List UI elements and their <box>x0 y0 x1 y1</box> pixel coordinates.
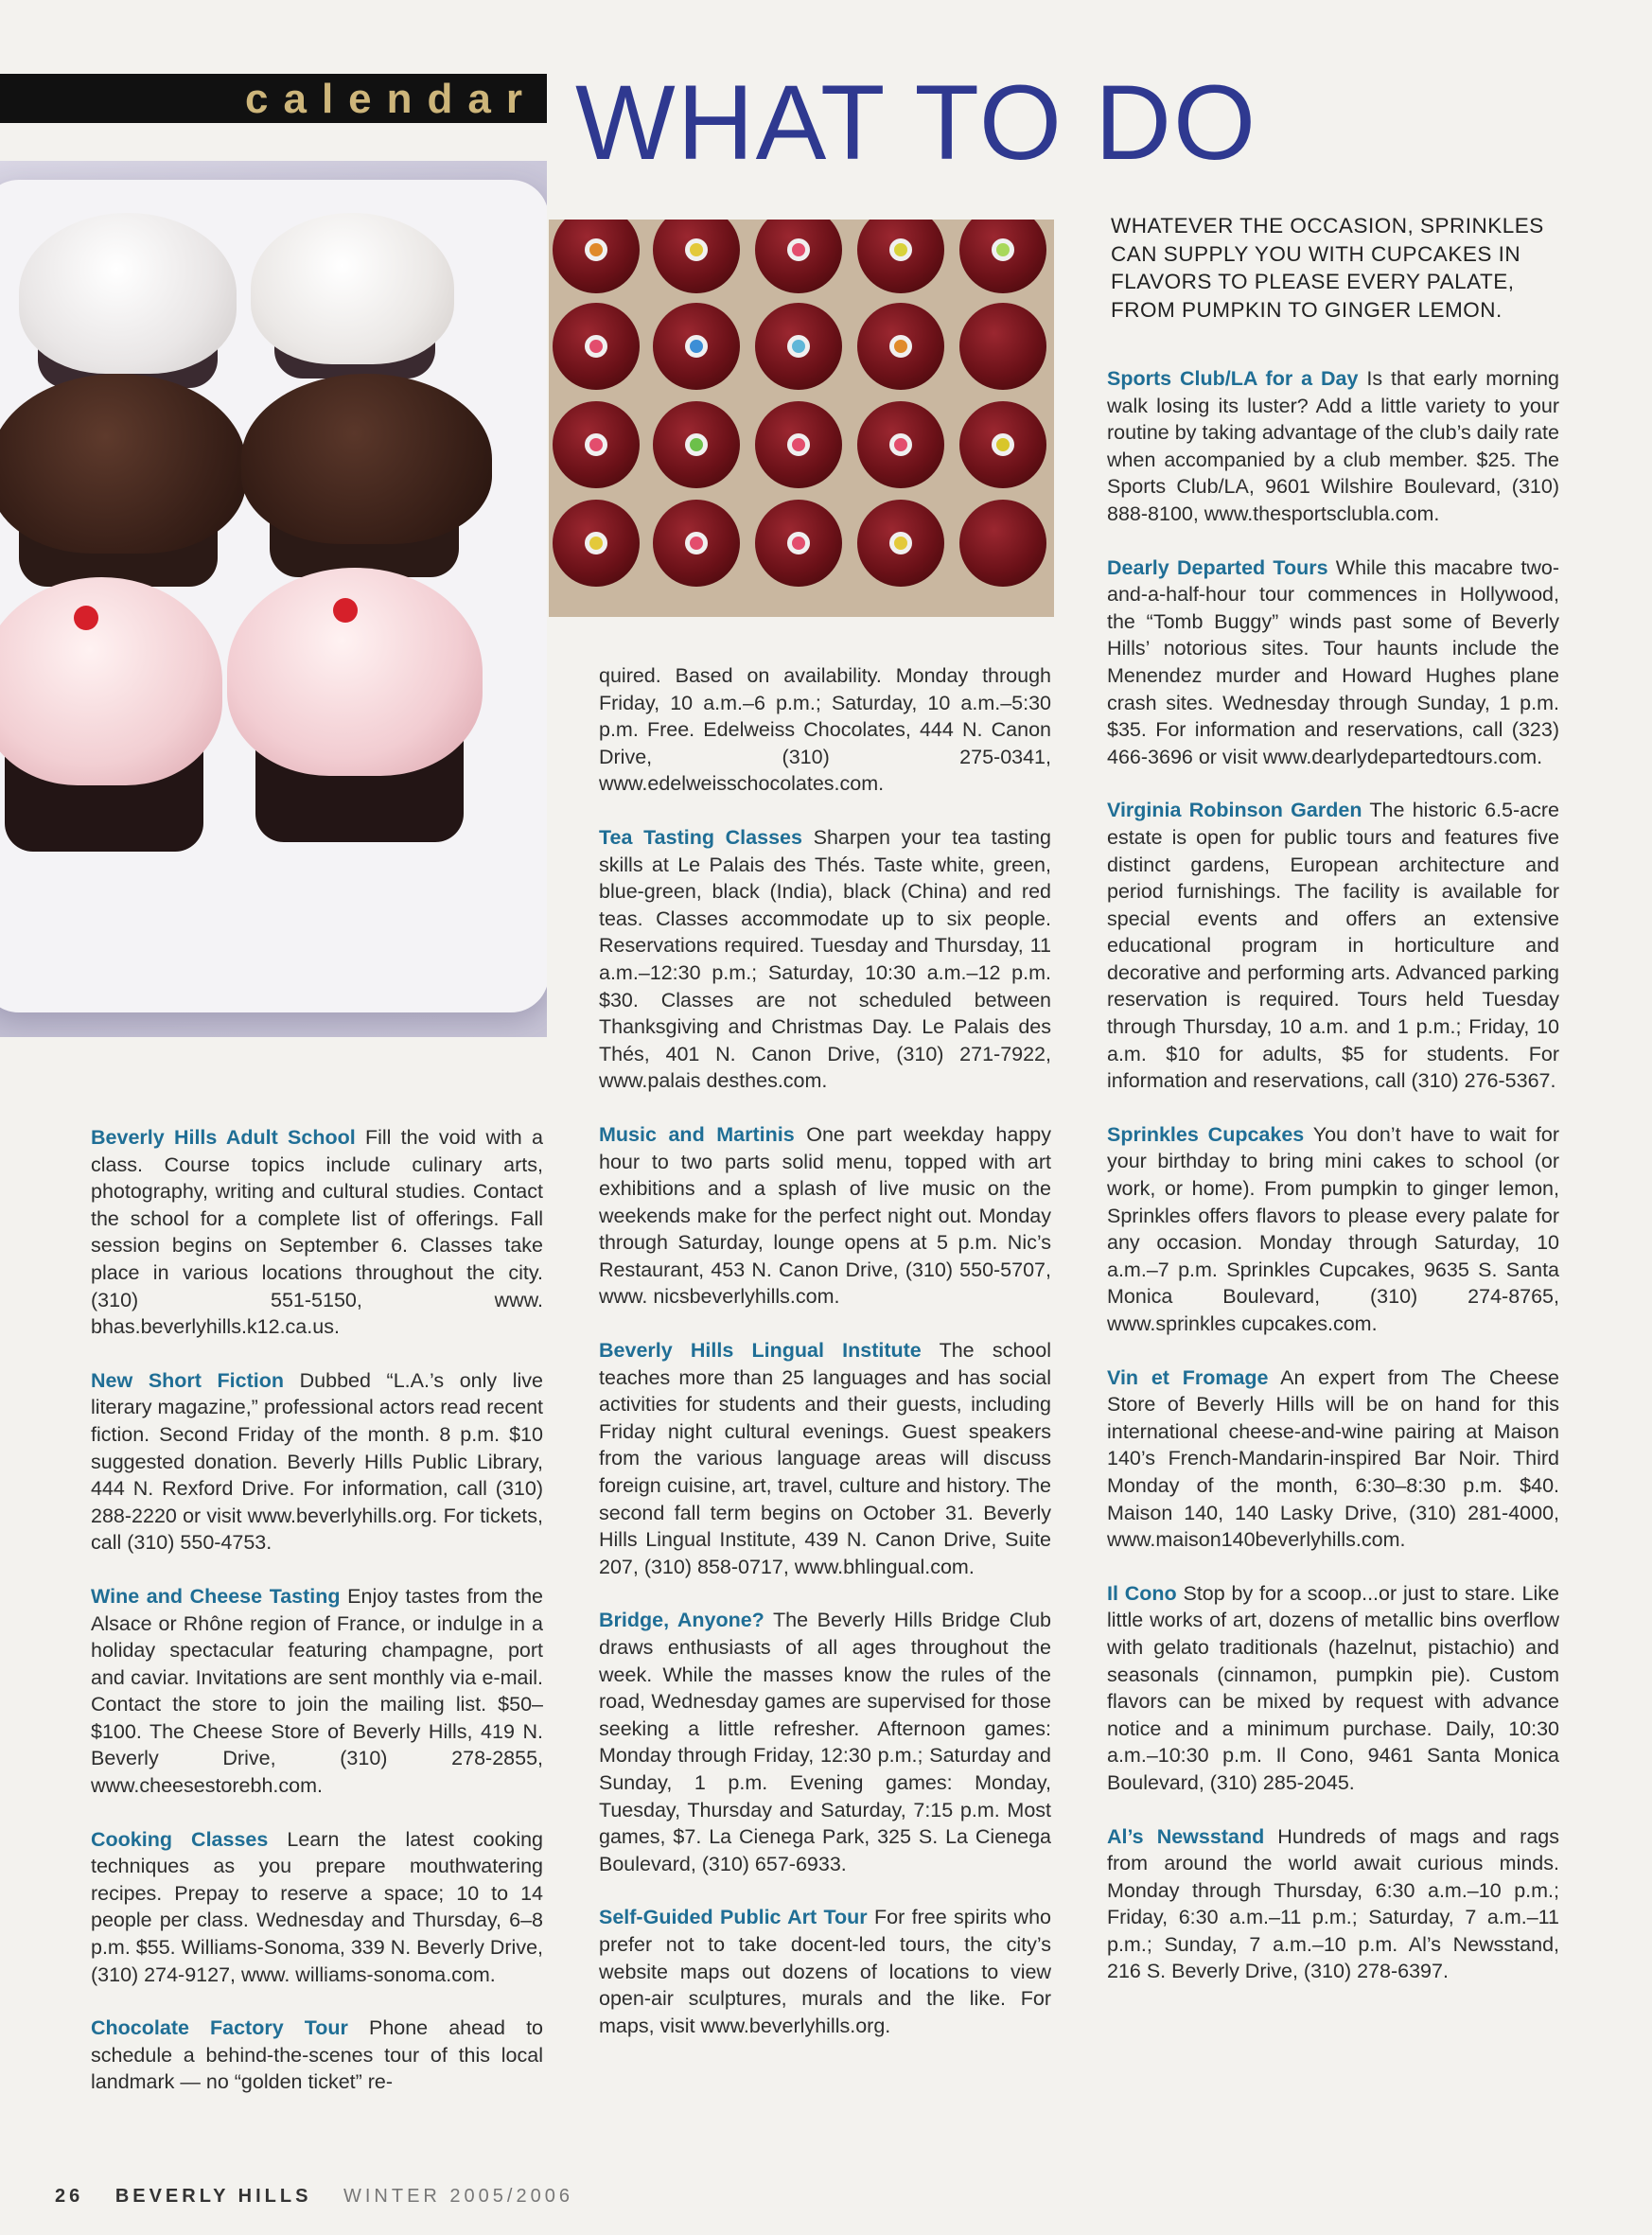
listing-body: Sharpen your tea tasting skills at Le Palais des Thés. Taste white, green, blue-green, black (India), black (China) and red teas. Classes accommodate up to six people. Reservations required. Tuesday and Thursday, 11 a.m.–12:30 p.m.; Saturday, 10:30 a.m.–12 p.m. $30. Classes are not scheduled between Thanksgiving and Christmas Day. Le Palais des Thés, 401 N. Canon Drive, (310) 271-7922, www.palais desthes.com. <box>599 825 1051 1093</box>
listing-title: Music and Martinis <box>599 1122 795 1146</box>
listing-body: Dubbed “L.A.’s only live literary magazine,” professional actors read recent fiction. Second Friday of the month. 8 p.m. $10 suggested donation. Beverly Hills Public Library, 444 N. Rexford Drive. For information, call (310) 288-2220 or visit www.beverlyhills.org. For tickets, call (310) 550-4753. <box>91 1368 543 1555</box>
section-label: calendar <box>245 76 537 122</box>
listing-title: Vin et Fromage <box>1107 1365 1269 1389</box>
photo-caption: WHATEVER THE OCCASION, SPRINKLES CAN SUPPLY YOU WITH CUPCAKES IN FLAVORS TO PLEASE EVERY PALATE, FROM PUMPKIN TO GINGER LEMON. <box>1111 214 1544 322</box>
listing-entry <box>1107 1121 1559 1338</box>
listing-body: Phone ahead to schedule a behind-the-scenes tour of this local landmark — no “golden ticket” re- <box>91 2016 543 2094</box>
listing-entry <box>91 1826 543 1989</box>
listing-title: Sports Club/LA for a Day <box>1107 367 1359 390</box>
magazine-name: BEVERLY HILLS <box>114 2186 312 2207</box>
listing-title: Il Cono <box>1107 1581 1177 1605</box>
listing-body: For free spirits who prefer not to take docent-led tours, the city’s website maps out dozens of locations to view open-air sculptures, murals and the like. For maps, visit www.beverlyhills.org. <box>599 1906 1052 2037</box>
listing-title: Sprinkles Cupcakes <box>1107 1122 1305 1146</box>
column-right <box>1107 365 1559 2012</box>
listing-title: Chocolate Factory Tour <box>91 2016 348 2040</box>
listing-entry <box>599 662 1051 798</box>
issue-label: WINTER 2005/2006 <box>343 2186 573 2207</box>
listing-body: The historic 6.5-acre estate is open for public tours and features five distinct gardens, European architecture and period furnishings. The facility is available for special events and offers an extensive educational program in horticulture and decorative and performing arts. Advanced parking reservation is required. Tours held Tuesday through Thursday, 10 a.m. and 1 p.m.; Friday, 10 a.m. $10 for adults, $5 for students. For information and reservations, call (310) 276-5367. <box>1107 799 1559 1093</box>
listing-body: quired. Based on availability. Monday through Friday, 10 a.m.–6 p.m.; Saturday, 10 a.m.–5:30 p.m. Free. Edelweiss Chocolates, 444 N. Canon Drive, (310) 275-0341, www.edelweisschocolates.com. <box>599 664 1051 796</box>
cupcake-grid-photo <box>549 220 1054 617</box>
listing-entry <box>91 1367 543 1557</box>
listing-entry <box>599 1337 1051 1580</box>
listing-body: Hundreds of mags and rags from around the world await curious minds. Monday through Thursday, 6:30 a.m.–10 p.m.; Friday, 6:30 a.m.–11 p.m.; Saturday, 7 a.m.–11 p.m.; Sunday, 7 a.m.–10 p.m. Al’s Newsstand, 216 S. Beverly Drive, (310) 278-6397. <box>1107 1824 1559 1983</box>
listing-body: Fill the void with a class. Course topics include culinary arts, photography, writing and cultural studies. Contact the school for a complete list of offerings. Fall session begins on September 6. Classes take place in various locations throughout the city. (310) 551-5150, www. bhas.beverlyhills.k12.ca.us. <box>91 1126 543 1339</box>
listing-title: Wine and Cheese Tasting <box>91 1584 341 1608</box>
listing-body: Enjoy tastes from the Alsace or Rhône region of France, or indulge in a holiday spectacular featuring champagne, port and caviar. Invitations are sent monthly via e-mail. Contact the store to join the mailing list. $50–$100. The Cheese Store of Beverly Hills, 419 N. Beverly Drive, (310) 278-2855, www.cheesestorebh.com. <box>91 1584 543 1798</box>
listing-entry <box>91 2015 543 2096</box>
listing-title: New Short Fiction <box>91 1368 285 1392</box>
column-left <box>91 1124 543 2122</box>
listing-body: Learn the latest cooking techniques as you prepare mouthwatering recipes. Prepay to reserve a space; 10 to 14 people per class. Wednesday and Thursday, 6–8 p.m. $55. Williams-Sonoma, 339 N. Beverly Drive, (310) 274-9127, www. williams-sonoma.com. <box>91 1827 544 1986</box>
listing-entry <box>599 824 1051 1095</box>
listing-entry <box>1107 1823 1559 1986</box>
listing-entry <box>1107 1364 1559 1554</box>
listing-title: Al’s Newsstand <box>1107 1824 1265 1848</box>
listing-entry <box>599 1904 1051 2039</box>
listing-title: Bridge, Anyone? <box>599 1609 764 1632</box>
cherry-icon <box>333 598 358 623</box>
listing-entry <box>1107 797 1559 1095</box>
column-middle <box>599 662 1051 2066</box>
listing-entry <box>91 1583 543 1800</box>
listing-title: Tea Tasting Classes <box>599 825 802 849</box>
listing-body: You don’t have to wait for your birthday to bring mini cakes to school (or work, or home). From pumpkin to ginger lemon, Sprinkles offers flavors to please every palate for any occasion. Monday through Saturday, 10 a.m.–7 p.m. Sprinkles Cupcakes, 9635 S. Santa Monica Boulevard, (310) 274-8765, www.sprinkles cupcakes.com. <box>1107 1122 1559 1335</box>
listing-entry <box>599 1607 1051 1877</box>
listing-title: Cooking Classes <box>91 1827 269 1851</box>
listing-body: The school teaches more than 25 languages and has social activities for students and their guests, including Friday night cultural evenings. Guest speakers from the various language areas will discuss foreign cuisine, art, travel, culture and history. The second fall term begins on October 31. Beverly Hills Lingual Institute, 439 N. Canon Drive, Suite 207, (310) 858-0717, www.bhlingual.com. <box>599 1339 1051 1578</box>
listing-title: Beverly Hills Lingual Institute <box>599 1339 922 1363</box>
page-number: 26 <box>55 2186 84 2207</box>
cupcake-plate-photo <box>0 161 547 1037</box>
listing-body: While this macabre two-and-a-half-hour tour commences in Hollywood, the “Tomb Buggy” winds past some of Beverly Hills’ notorious sites. Tour haunts include the Menendez murder and Howard Hughes plane crash sites. Wednesday through Sunday, 1 p.m. $35. For information and reservations, call (323) 466-3696 or visit www.dearlydepartedtours.com. <box>1107 555 1559 768</box>
page-title: WHAT TO DO <box>575 63 1258 182</box>
listing-title: Virginia Robinson Garden <box>1107 799 1362 822</box>
listing-entry <box>1107 554 1559 771</box>
listing-body: Is that early morning walk losing its luster? Add a little variety to your routine by taking advantage of the club’s daily rate when accompanied by a club member. $25. The Sports Club/LA, 9601 Wilshire Boulevard, (310) 888-8100, www.thesportsclubla.com. <box>1107 367 1559 525</box>
listing-title: Self-Guided Public Art Tour <box>599 1906 868 1929</box>
listing-body: Stop by for a scoop...or just to stare. Like little works of art, dozens of metallic bins overflow with gelato traditionals (hazelnut, pistachio) and seasonals (cinnamon, pumpkin pie). Custom flavors can be mixed by request with advance notice and a minimum purchase. Daily, 10:30 a.m.–10:30 p.m. Il Cono, 9461 Santa Monica Boulevard, (310) 285-2045. <box>1107 1581 1559 1794</box>
listing-entry <box>599 1121 1051 1311</box>
listing-title: Beverly Hills Adult School <box>91 1126 356 1149</box>
listing-title: Dearly Departed Tours <box>1107 555 1328 579</box>
listing-entry <box>91 1124 543 1341</box>
cherry-icon <box>74 606 98 630</box>
page-footer <box>55 2186 573 2208</box>
listing-entry <box>1107 1580 1559 1797</box>
listing-body: The Beverly Hills Bridge Club draws enthusiasts of all ages throughout the week. While the masses know the rules of the road, Wednesday games are supervised for those seeking a little refresher. Afternoon games: Monday through Friday, 12:30 p.m.; Saturday and Sunday, 1 p.m. Evening games: Monday, Tuesday, Thursday and Saturday, 7:15 p.m. Most games, $7. La Cienega Park, 325 S. La Cienega Boulevard, (310) 657-6933. <box>599 1609 1051 1875</box>
section-bar <box>0 74 547 123</box>
listing-entry <box>1107 365 1559 528</box>
listing-body: An expert from The Cheese Store of Beverly Hills will be on hand for this international cheese-and-wine pairing at Maison 140’s French-Mandarin-inspired Bar Noir. Third Monday of the month, 6:30–8:30 p.m. $40. Maison 140, 140 Lasky Drive, (310) 281-4000, www.maison140beverlyhills.com. <box>1107 1365 1559 1552</box>
listing-body: One part weekday happy hour to two parts solid menu, topped with art exhibitions and a splash of live music on the weekends make for the perfect night out. Monday through Saturday, lounge opens at 5 p.m. Nic’s Restaurant, 453 N. Canon Drive, (310) 550-5707, www. nicsbeverlyhills.com. <box>599 1122 1051 1309</box>
